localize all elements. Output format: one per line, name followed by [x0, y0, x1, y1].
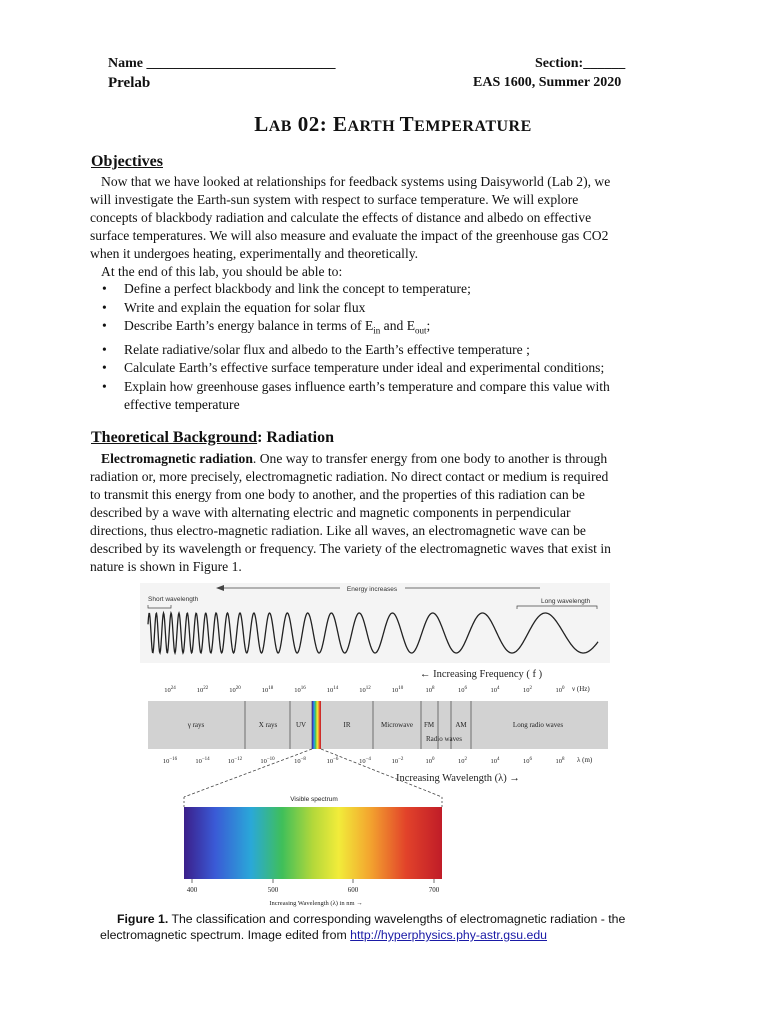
wavelength-tick-labels	[163, 757, 565, 765]
objectives-heading: Objectives	[91, 153, 163, 170]
nm-tick-400: 400	[186, 886, 198, 894]
frequency-unit: ν (Hz)	[572, 685, 590, 693]
band-fm-label: FM	[423, 721, 435, 729]
em-spectrum-figure	[140, 583, 610, 908]
nm-tick-700: 700	[428, 886, 440, 894]
energy-label: Energy increases	[346, 586, 398, 593]
course-label: EAS 1600, Summer 2020	[473, 75, 622, 90]
band-gamma-label: γ rays	[187, 721, 205, 729]
frequency-tick: $10^2$	[523, 686, 532, 694]
list-item: • Explain how greenhouse gases influence earth’s temperature and compare this value with effective temperature	[102, 378, 610, 413]
nm-axis-label: Increasing Wavelength (λ) in nm →	[269, 900, 363, 907]
frequency-tick: $10^{12}$	[359, 686, 371, 694]
hyperphysics-link[interactable]: http://hyperphysics.phy-astr.gsu.edu	[350, 928, 548, 942]
wavelength-tick: $10^2$	[458, 757, 467, 765]
theory-paragraph: Electromagnetic radiation. One way to transfer energy from one body to another is through radiation or, more precisely, electromagnetic radiation. No direct contact or medium is required to transmit this energy from one body to another, and the properties of this radiation can be described by a wave with alternating electric and magnetic components in perpendicular directions, thus electro-magnetic radiation. Like all waves, an electromagnetic wave can be described by its wavelength or frequency. The variety of the electromagnetic waves that exist in nature is shown in Figure 1.	[90, 451, 611, 574]
long-wavelength-label: Long wavelength	[541, 598, 591, 605]
theory-heading: Theoretical Background: Radiation	[91, 429, 334, 446]
wavelength-tick: $10^8$	[555, 757, 565, 765]
band-uv-label: UV	[295, 721, 307, 729]
visible-spectrum-gradient	[184, 807, 442, 879]
band-microwave-label: Microwave	[381, 721, 413, 729]
list-item: • Relate radiative/solar flux and albedo to the Earth’s effective temperature ;	[102, 341, 530, 357]
objectives-list	[102, 280, 702, 415]
wavelength-tick: $10^{-4}$	[359, 757, 371, 765]
short-wavelength-label: Short wavelength	[148, 596, 199, 603]
frequency-tick: $10^{16}$	[294, 686, 306, 694]
page-title: LAB 02: EARTH TEMPERATURE	[254, 112, 532, 136]
frequency-tick: $10^{14}$	[326, 686, 339, 694]
wavelength-tick: $10^{-2}$	[391, 757, 404, 765]
wavelength-tick: $10^{-12}$	[227, 757, 243, 765]
list-item: • Write and explain the equation for solar flux	[102, 299, 366, 315]
list-item: • Define a perfect blackbody and link the concept to temperature;	[102, 281, 471, 296]
visible-spectrum-label: Visible spectrum	[290, 796, 338, 803]
frequency-tick: $10^{20}$	[229, 686, 241, 694]
frequency-tick: $10^6$	[458, 686, 467, 694]
frequency-tick: $10^8$	[425, 686, 435, 694]
band-radio-label: Radio waves	[426, 735, 462, 743]
nm-tick-600: 600	[347, 886, 359, 894]
frequency-axis-label: ← Increasing Frequency ( f )	[420, 669, 543, 680]
nm-tick-500: 500	[267, 886, 279, 894]
wavelength-tick: $10^{-14}$	[195, 757, 210, 765]
frequency-tick: $10^{24}$	[164, 686, 176, 694]
frequency-tick: $10^0$	[555, 686, 565, 694]
wavelength-tick: $10^{-10}$	[260, 757, 275, 765]
frequency-tick: $10^4$	[490, 686, 500, 694]
list-item: • Calculate Earth’s effective surface temperature under ideal and experimental conditions;	[102, 360, 605, 376]
wavelength-tick: $10^{-16}$	[162, 757, 178, 765]
wavelength-tick: $10^{-6}$	[326, 757, 339, 765]
wavelength-axis-label: Increasing Wavelength (λ) →	[396, 773, 520, 784]
objectives-intro: At the end of this lab, you should be able to:	[101, 264, 343, 279]
visible-band-strip	[312, 701, 321, 749]
figure-caption: Figure 1. The classification and corresponding wavelengths of electromagnetic radiation - the electromagnetic spectrum. Image edited from http://hyperphysics.phy-astr.gsu.edu	[100, 912, 626, 942]
wavelength-tick: $10^4$	[490, 757, 500, 765]
wavelength-unit: λ (m)	[577, 756, 593, 764]
objectives-paragraph: Now that we have looked at relationships for feedback systems using Daisyworld (Lab 2), we will investigate the Earth-sun system with respect to surface temperature. We will explore concepts of blackbody radiation and calculate the effects of distance and albedo on effective surface temperatures. We will also measure and evaluate the impact of the greenhouse gas CO2 when it undergoes heating, experimentally and theoretically. At the end of this lab, you should be able to:	[90, 173, 690, 281]
band-long-radio-label: Long radio waves	[512, 721, 564, 729]
band-ir-label: IR	[343, 721, 351, 729]
frequency-tick: $10^{18}$	[261, 686, 274, 694]
section-field-label: Section:______	[535, 56, 626, 71]
wavelength-tick: $10^0$	[425, 757, 435, 765]
band-am-label: AM	[455, 721, 467, 729]
name-field-label: Name ___________________________	[108, 56, 336, 71]
nm-tick-marks	[192, 879, 434, 883]
list-item: • Describe Earth’s energy balance in terms of $E_{in}$ and $E_{out}$;	[102, 318, 431, 336]
band-xray-label: X rays	[258, 721, 278, 729]
frequency-tick: $10^{10}$	[391, 686, 404, 694]
wavelength-tick: $10^6$	[523, 757, 532, 765]
wavelength-tick: $10^{-8}$	[294, 757, 306, 765]
frequency-tick: $10^{22}$	[196, 686, 209, 694]
frequency-tick-labels	[164, 686, 565, 694]
prelab-label: Prelab	[108, 75, 151, 91]
